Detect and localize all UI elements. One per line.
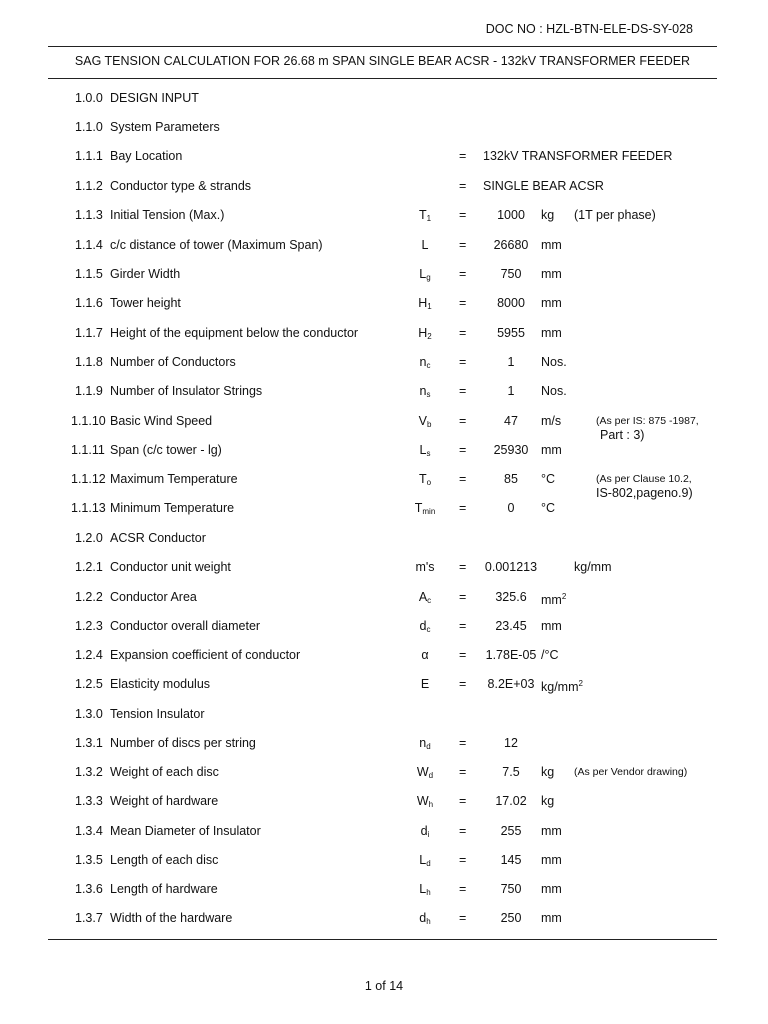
equals-sign: = (459, 736, 467, 750)
item-symbol (405, 792, 445, 814)
item-symbol (405, 558, 445, 576)
symbol-subscript: c (426, 361, 431, 370)
item-value: 5955 (497, 326, 525, 340)
item-number: 1.1.9 (75, 384, 103, 398)
item-unit (541, 822, 562, 840)
equals-sign: = (459, 677, 467, 691)
symbol-base: n (419, 355, 427, 369)
item-note: (As per IS: 875 -1987, (596, 415, 699, 427)
item-number: 1.1.11 (71, 443, 105, 457)
table-row (0, 617, 768, 635)
symbol-base: L (419, 853, 427, 867)
unit-text: kg (541, 765, 555, 779)
item-value: 47 (504, 414, 518, 428)
item-unit (541, 294, 562, 312)
symbol-base: E (420, 677, 430, 691)
item-unit (541, 236, 562, 254)
item-value: 1 (507, 384, 515, 398)
symbol-subscript: 1 (426, 214, 432, 223)
item-label: Bay Location (110, 149, 183, 163)
item-symbol (405, 441, 445, 463)
unit-text: kg/mm (574, 560, 612, 574)
symbol-base: d (420, 824, 428, 838)
equals-sign: = (459, 149, 467, 163)
symbol-base: L (419, 267, 427, 281)
item-label: Number of discs per string (110, 736, 256, 750)
equals-sign: = (459, 267, 467, 281)
item-number: 1.1.12 (71, 472, 106, 486)
equals-sign: = (459, 443, 467, 457)
item-label: System Parameters (110, 120, 220, 134)
unit-text: mm (541, 593, 562, 607)
item-number: 1.1.7 (75, 326, 103, 340)
symbol-base: W (416, 794, 429, 808)
equals-sign: = (459, 208, 467, 222)
item-value: 750 (500, 267, 522, 281)
unit-superscript: 2 (561, 592, 567, 601)
item-symbol (405, 236, 445, 254)
item-unit (541, 324, 562, 342)
symbol-subscript: d (426, 859, 431, 868)
table-row (0, 147, 768, 165)
item-number: 1.3.4 (75, 824, 103, 838)
item-number: 1.3.7 (75, 911, 103, 925)
item-value: 1 (507, 355, 515, 369)
equals-sign: = (459, 765, 467, 779)
symbol-subscript: s (426, 449, 431, 458)
equals-sign: = (459, 590, 467, 604)
item-symbol (405, 206, 445, 228)
symbol-base: L (419, 882, 427, 896)
equals-sign: = (459, 414, 467, 428)
item-unit (541, 792, 554, 810)
footer-rule (48, 939, 717, 940)
item-number: 1.2.4 (75, 648, 103, 662)
symbol-subscript: d (428, 771, 434, 780)
item-value: 23.45 (495, 619, 527, 633)
item-symbol (405, 763, 445, 785)
item-number: 1.2.1 (75, 560, 103, 574)
symbol-base: d (419, 911, 427, 925)
item-value: 26680 (493, 238, 529, 252)
header-bottom-rule (48, 78, 717, 79)
symbol-subscript: h (426, 917, 431, 926)
symbol-subscript: h (428, 800, 434, 809)
equals-sign: = (459, 911, 467, 925)
item-symbol (405, 324, 445, 346)
item-symbol (405, 646, 445, 664)
item-value: 8.2E+03 (487, 677, 535, 691)
equals-sign: = (459, 853, 467, 867)
unit-text: Nos. (541, 384, 567, 398)
symbol-subscript: i (427, 830, 430, 839)
table-row (0, 880, 768, 898)
unit-text: /°C (541, 648, 559, 662)
table-row (0, 763, 768, 781)
equals-sign: = (459, 472, 467, 486)
item-unit (541, 588, 566, 609)
item-value: 1000 (497, 208, 525, 222)
symbol-subscript: g (426, 273, 431, 282)
header-top-rule (48, 46, 717, 47)
unit-text: kg (541, 208, 555, 222)
item-label: Expansion coefficient of conductor (110, 648, 301, 662)
item-label: Tension Insulator (110, 707, 205, 721)
item-number: 1.1.3 (75, 208, 103, 222)
item-value: 255 (500, 824, 522, 838)
item-note: (As per Vendor drawing) (574, 766, 688, 778)
item-number: 1.0.0 (75, 91, 103, 105)
doc-number: DOC NO : HZL-BTN-ELE-DS-SY-028 (485, 22, 693, 36)
item-symbol (405, 588, 445, 610)
item-label: ACSR Conductor (110, 531, 206, 545)
symbol-subscript: h (426, 888, 431, 897)
table-row (0, 89, 768, 107)
symbol-base: n (419, 384, 427, 398)
symbol-base: d (419, 619, 427, 633)
symbol-base: H (418, 296, 428, 310)
item-symbol (405, 412, 445, 434)
item-symbol (405, 851, 445, 873)
table-row (0, 792, 768, 810)
unit-text: Nos. (541, 355, 567, 369)
item-value: 325.6 (495, 590, 527, 604)
equals-sign: = (459, 326, 467, 340)
item-unit (541, 382, 567, 400)
item-value: 12 (504, 736, 518, 750)
item-symbol (405, 617, 445, 639)
item-symbol (405, 675, 445, 693)
unit-text: mm (541, 296, 562, 310)
item-label: Width of the hardware (110, 911, 233, 925)
symbol-base: T (414, 501, 423, 515)
item-label: Number of Conductors (110, 355, 236, 369)
item-unit (541, 499, 555, 517)
equals-sign: = (459, 619, 467, 633)
item-label: Mean Diameter of Insulator (110, 824, 261, 838)
item-value: 1.78E-05 (485, 648, 537, 662)
item-number: 1.1.4 (75, 238, 103, 252)
unit-text: mm (541, 911, 562, 925)
item-unit (541, 265, 562, 283)
item-symbol (405, 294, 445, 316)
table-row (0, 177, 768, 195)
unit-text: °C (541, 501, 556, 515)
item-value: 8000 (497, 296, 525, 310)
table-row (0, 851, 768, 869)
item-symbol (405, 822, 445, 844)
item-number: 1.1.13 (71, 501, 106, 515)
item-symbol (405, 353, 445, 375)
item-number: 1.3.2 (75, 765, 103, 779)
table-row (0, 558, 768, 576)
item-number: 1.1.0 (75, 120, 103, 134)
item-number: 1.3.5 (75, 853, 103, 867)
item-value: 17.02 (495, 794, 527, 808)
item-number: 1.2.5 (75, 677, 103, 691)
table-row (0, 470, 768, 500)
item-number: 1.1.8 (75, 355, 103, 369)
item-label: Conductor Area (110, 590, 197, 604)
unit-text: mm (541, 443, 562, 457)
symbol-subscript: s (426, 390, 431, 399)
table-row (0, 499, 768, 517)
item-label: Minimum Temperature (110, 501, 235, 515)
item-value: 145 (500, 853, 522, 867)
item-label: Elasticity modulus (110, 677, 211, 691)
item-text-value: SINGLE BEAR ACSR (483, 179, 604, 193)
item-value: 85 (504, 472, 518, 486)
symbol-base: T (418, 472, 427, 486)
item-unit (541, 763, 554, 781)
symbol-base: H (418, 326, 428, 340)
item-unit (541, 851, 562, 869)
item-label: Maximum Temperature (110, 472, 238, 486)
item-symbol (405, 909, 445, 931)
symbol-base: m's (415, 560, 435, 574)
unit-superscript: 2 (578, 679, 583, 688)
item-symbol (405, 265, 445, 287)
item-value: 0.001213 (484, 560, 538, 574)
item-symbol (405, 382, 445, 404)
unit-text: kg/mm (541, 680, 579, 694)
symbol-subscript: c (427, 596, 432, 605)
equals-sign: = (459, 355, 467, 369)
item-value: 0 (507, 501, 515, 515)
item-unit (541, 617, 562, 635)
item-number: 1.3.3 (75, 794, 103, 808)
item-label: c/c distance of tower (Maximum Span) (110, 238, 323, 252)
symbol-base: L (419, 443, 427, 457)
item-number: 1.2.2 (75, 590, 103, 604)
item-label: Number of Insulator Strings (110, 384, 263, 398)
table-row (0, 324, 768, 342)
item-unit (574, 558, 612, 576)
unit-text: mm (541, 326, 562, 340)
item-value: 7.5 (502, 765, 520, 779)
unit-text: mm (541, 238, 562, 252)
table-row (0, 265, 768, 283)
symbol-base: A (418, 590, 428, 604)
item-text-value: 132kV TRANSFORMER FEEDER (483, 149, 673, 163)
symbol-base: T (418, 208, 427, 222)
table-row (0, 382, 768, 400)
symbol-base: α (421, 648, 429, 662)
symbol-subscript: d (426, 742, 431, 751)
item-label: Tower height (110, 296, 181, 310)
item-value: 750 (500, 882, 522, 896)
item-unit (541, 675, 583, 696)
item-unit (541, 470, 555, 488)
equals-sign: = (459, 648, 467, 662)
page-number: 1 of 14 (364, 979, 404, 993)
item-label: Conductor type & strands (110, 179, 252, 193)
item-label: Girder Width (110, 267, 181, 281)
table-row (0, 118, 768, 136)
table-row (0, 294, 768, 312)
table-row (0, 353, 768, 371)
symbol-subscript: c (426, 625, 431, 634)
item-label: Weight of hardware (110, 794, 219, 808)
item-unit (541, 646, 559, 664)
item-value: 250 (500, 911, 522, 925)
symbol-base: V (418, 414, 427, 428)
symbol-base: L (421, 238, 429, 252)
item-number: 1.3.1 (75, 736, 103, 750)
item-label: Initial Tension (Max.) (110, 208, 225, 222)
item-note: (1T per phase) (574, 208, 656, 222)
item-number: 1.1.6 (75, 296, 103, 310)
unit-text: mm (541, 882, 562, 896)
symbol-subscript: 1 (427, 302, 432, 311)
equals-sign: = (459, 824, 467, 838)
unit-text: °C (541, 472, 556, 486)
item-value: 25930 (493, 443, 529, 457)
symbol-subscript: o (426, 478, 432, 487)
symbol-subscript: b (426, 420, 432, 429)
item-symbol (405, 734, 445, 756)
table-row (0, 705, 768, 723)
item-note-continued: IS-802,pageno.9) (596, 486, 693, 500)
equals-sign: = (459, 238, 467, 252)
item-number: 1.1.5 (75, 267, 103, 281)
equals-sign: = (459, 882, 467, 896)
item-unit (541, 880, 562, 898)
table-row (0, 412, 768, 442)
equals-sign: = (459, 560, 467, 574)
symbol-subscript: min (422, 507, 436, 516)
item-number: 1.1.2 (75, 179, 103, 193)
table-row (0, 909, 768, 927)
item-symbol (405, 470, 445, 492)
symbol-subscript: 2 (427, 332, 432, 341)
item-label: Height of the equipment below the conductor (110, 326, 359, 340)
unit-text: kg (541, 794, 555, 808)
item-number: 1.2.3 (75, 619, 103, 633)
equals-sign: = (459, 384, 467, 398)
item-note: (As per Clause 10.2, (596, 473, 692, 485)
unit-text: mm (541, 619, 562, 633)
item-symbol (405, 499, 445, 521)
item-label: Length of each disc (110, 853, 219, 867)
item-label: Weight of each disc (110, 765, 219, 779)
symbol-base: W (416, 765, 429, 779)
item-label: DESIGN INPUT (110, 91, 199, 105)
item-label: Length of hardware (110, 882, 218, 896)
table-row (0, 529, 768, 547)
table-row (0, 588, 768, 606)
table-row (0, 236, 768, 254)
item-label: Conductor overall diameter (110, 619, 261, 633)
item-label: Basic Wind Speed (110, 414, 213, 428)
item-label: Span (c/c tower - lg) (110, 443, 222, 457)
table-row (0, 675, 768, 693)
equals-sign: = (459, 179, 467, 193)
unit-text: mm (541, 824, 562, 838)
equals-sign: = (459, 296, 467, 310)
item-number: 1.3.0 (75, 707, 103, 721)
item-unit (541, 412, 561, 430)
equals-sign: = (459, 794, 467, 808)
table-row (0, 734, 768, 752)
item-number: 1.1.10 (71, 414, 106, 428)
equals-sign: = (459, 501, 467, 515)
item-unit (541, 206, 554, 224)
item-unit (541, 353, 567, 371)
item-number: 1.3.6 (75, 882, 103, 896)
item-note-continued: Part : 3) (600, 428, 645, 442)
table-row (0, 822, 768, 840)
table-row (0, 206, 768, 224)
item-unit (541, 909, 562, 927)
unit-text: mm (541, 853, 562, 867)
unit-text: mm (541, 267, 562, 281)
document-title: SAG TENSION CALCULATION FOR 26.68 m SPAN SINGLE BEAR ACSR - 132kV TRANSFORMER FEEDER (74, 54, 691, 68)
item-label: Conductor unit weight (110, 560, 231, 574)
unit-text: m/s (541, 414, 562, 428)
symbol-base: n (419, 736, 427, 750)
table-row (0, 441, 768, 459)
table-row (0, 646, 768, 664)
item-number: 1.1.1 (75, 149, 103, 163)
item-unit (541, 441, 562, 459)
item-symbol (405, 880, 445, 902)
item-number: 1.2.0 (75, 531, 103, 545)
